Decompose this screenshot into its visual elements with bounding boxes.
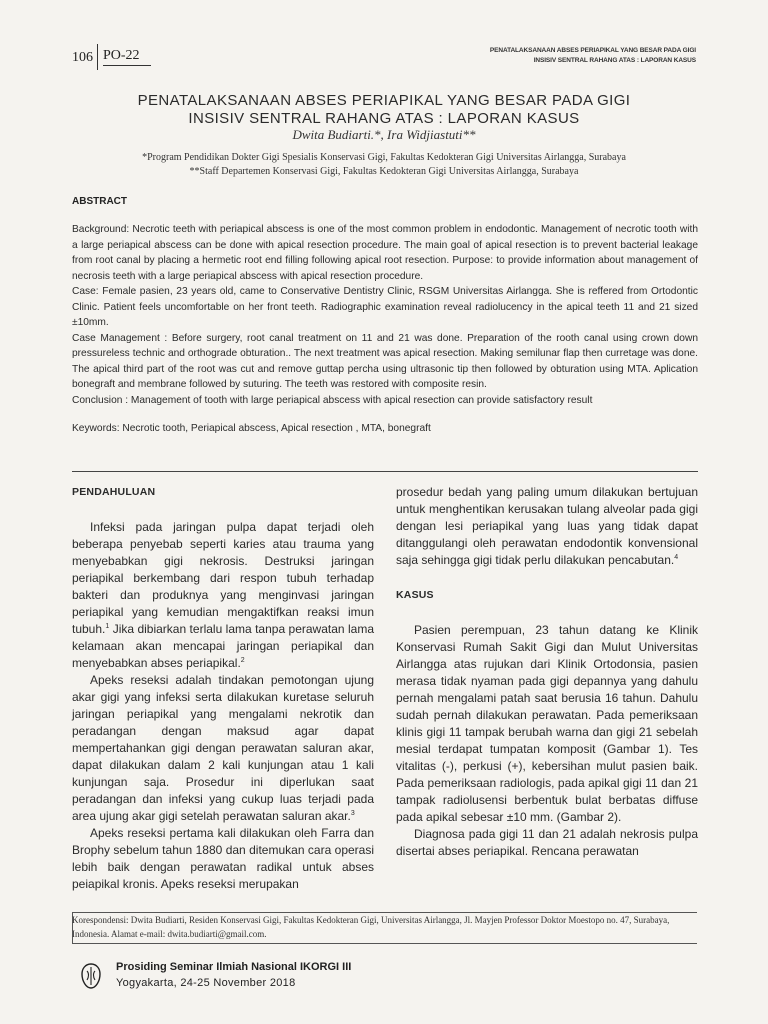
abstract-background: Background: Necrotic teeth with periapical abscess is one of the most common problem in endodontic. Management of necrotic tooth with a large periapical abscess can be done with apical resection procedure. The main goal of apical resection is to prevent bacterial leakage from root canal by placing a hermetic root end filling following apical root resection. Purpose: to provide information about management of necrosis teeth with a large periapical abscess with apical resection procedure. (72, 224, 698, 282)
paragraph (72, 519, 374, 672)
paragraph: Diagnosa pada gigi 11 dan 21 adalah nekrosis pulpa disertai abses periapikal. Rencana perawatan (396, 827, 698, 858)
abstract-case: Case: Female pasien, 23 years old, came to Conservative Dentistry Clinic, RSGM Universitas Airlangga. She is reffered from Ortodontic Clinic. Patient feels uncomfortable on her front teeth. Radiographic examination reveal radiolucency in the apical teeth 11 and 21 sized ±10mm. (72, 286, 698, 328)
paragraph-text: Jika dibiarkan terlalu lama tanpa perawatan lama kelamaan akan mencapai jaringan periapikal dan menyebabkan abses periapikal. (72, 622, 374, 670)
abstract-body (72, 222, 698, 437)
citation: 3 (350, 810, 355, 817)
proceedings-location-date: Yogyakarta, 24-25 November 2018 (116, 977, 296, 989)
paper-code: PO-22 (103, 48, 140, 63)
right-column (396, 484, 698, 860)
left-column (72, 484, 374, 893)
running-title-line1: PENATALAKSANAAN ABSES PERIAPIKAL YANG BESAR PADA GIGI (489, 47, 696, 54)
authors: Dwita Budiarti.*, Ira Widjiastuti** (292, 127, 476, 142)
citation: 1 (105, 623, 110, 630)
paragraph: Pasien perempuan, 23 tahun datang ke Klinik Konservasi Rumah Sakit Gigi dan Mulut Universitas Airlangga atas rujukan dari Klinik Ortodonsia, pasien merasa tidak nyaman pada gigi depannya yang dahulu pernah mengalami patah saat berusia 16 tahun. Dahulu sudah pernah dilakukan perawatan. Pada pemeriksaan klinis gigi 11 tampak berubah warna dan gigi 21 sebelah mesial terdapat tumpatan komposit (Gambar 1). Tes vitalitas (-), perkusi (+), kebersihan mulut pasien baik. Pada pemeriksaan radiologis, pada apikal gigi 11 dan 21 tampak radiolusensi berbentuk bulat berbatas diffuse pada apikal sebesar ±10 mm. (Gambar 2). (396, 623, 698, 824)
paragraph-text: Apeks reseksi adalah tindakan pemotongan ujung akar gigi yang infeksi serta dilakukan kuretase seluruh jaringan periapikal yang mengalami nekrotik dan peradangan dengan maksud agar dapat mempertahankan gigi dengan perawatan saluran akar, dapat dilakukan dalam 2 kali kunjungan atau 1 kali kunjungan saja. Prosedur ini diperlukan saat peradangan dan infeksi yang cukup luas terjadi pada area ujung akar gigi setelah perawatan saluran akar. (72, 673, 374, 823)
proceedings-title: Prosiding Seminar Ilmiah Nasional IKORGI III (116, 961, 352, 973)
abstract-keywords: Keywords: Necrotic tooth, Periapical abscess, Apical resection , MTA, bonegraft (72, 423, 431, 434)
ikorgi-logo-icon (79, 961, 103, 991)
article-title-line1: PENATALAKSANAAN ABSES PERIAPIKAL YANG BESAR PADA GIGI (137, 92, 631, 109)
header-divider (97, 44, 98, 70)
article-title-line2: INSISIV SENTRAL RAHANG ATAS : LAPORAN KASUS (188, 110, 580, 127)
running-title-line2: INSISIV SENTRAL RAHANG ATAS : LAPORAN KASUS (533, 57, 696, 64)
paragraph-text: prosedur bedah yang paling umum dilakukan bertujuan untuk menghentikan kerusakan tulang alveolar pada gigi dengan lesi periapikal yang luas yang tidak dapat ditanggulangi oleh perawatan endodontik konvensional saja sehingga gigi tidak perlu dilakukan pencabutan. (396, 485, 698, 567)
section-heading-kasus: KASUS (396, 589, 434, 601)
abstract-case-management: Case Management : Before surgery, root canal treatment on 11 and 21 was done. Preparation of the rooth canal using crown down pressureless technic and orthograde obturation.. The next treatment was apical resection. Making semilunar flap then curretage was done. The apical third part of the root was cut and remove guttap percha using ultrasonic tip then followed by obturation using MTA. Aplication bonegraft and membrane followed by suturing. The teeth was restored with composite resin. (72, 332, 698, 390)
citation: 2 (240, 657, 245, 664)
section-heading-pendahuluan: PENDAHULUAN (72, 486, 156, 498)
citation: 4 (674, 554, 679, 561)
header-underline (103, 65, 151, 66)
affiliation-1: *Program Pendidikan Dokter Gigi Spesialis Konservasi Gigi, Fakultas Kedokteran Gigi Universitas Airlangga, Surabaya (142, 152, 626, 163)
paragraph: Apeks reseksi pertama kali dilakukan oleh Farra dan Brophy sebelum tahun 1880 dan ditemukan cara operasi lebih baik dengan perawatan radikal untuk abses peiapikal kronis. Apeks reseksi merupakan (72, 826, 374, 891)
abstract-heading: ABSTRACT (72, 196, 127, 207)
paragraph (396, 484, 698, 569)
article-title (72, 92, 696, 128)
correspondence-footnote: Korespondensi: Dwita Budiarti, Residen Konservasi Gigi, Fakultas Kedokteran Gigi, Universitas Airlangga, Jl. Mayjen Professor Doktor Moestopo no. 47, Surabaya, Indonesia. Alamat e-mail: dwita.budiarti@gmail.com. (72, 915, 670, 939)
running-title (396, 46, 696, 66)
affiliation-2: **Staff Departemen Konservasi Gigi, Fakultas Kedokteran Gigi Universitas Airlangga, Surabaya (189, 166, 579, 177)
paragraph (72, 672, 374, 825)
page-number: 106 (72, 50, 93, 65)
paragraph-text: Infeksi pada jaringan pulpa dapat terjadi oleh beberapa penyebab seperti karies atau trauma yang menyebabkan gigi nekrosis. Destruksi jaringan periapikal berkembang dari respon tubuh terhadap bakteri dan produknya yang menginvasi jaringan periapikal yang kemudian mengaktifkan reaksi imun tubuh. (72, 520, 374, 636)
section-divider (72, 471, 698, 472)
abstract-conclusion: Conclusion : Management of tooth with large periapical abscess with apical resection can provide satisfactory result (72, 394, 593, 406)
